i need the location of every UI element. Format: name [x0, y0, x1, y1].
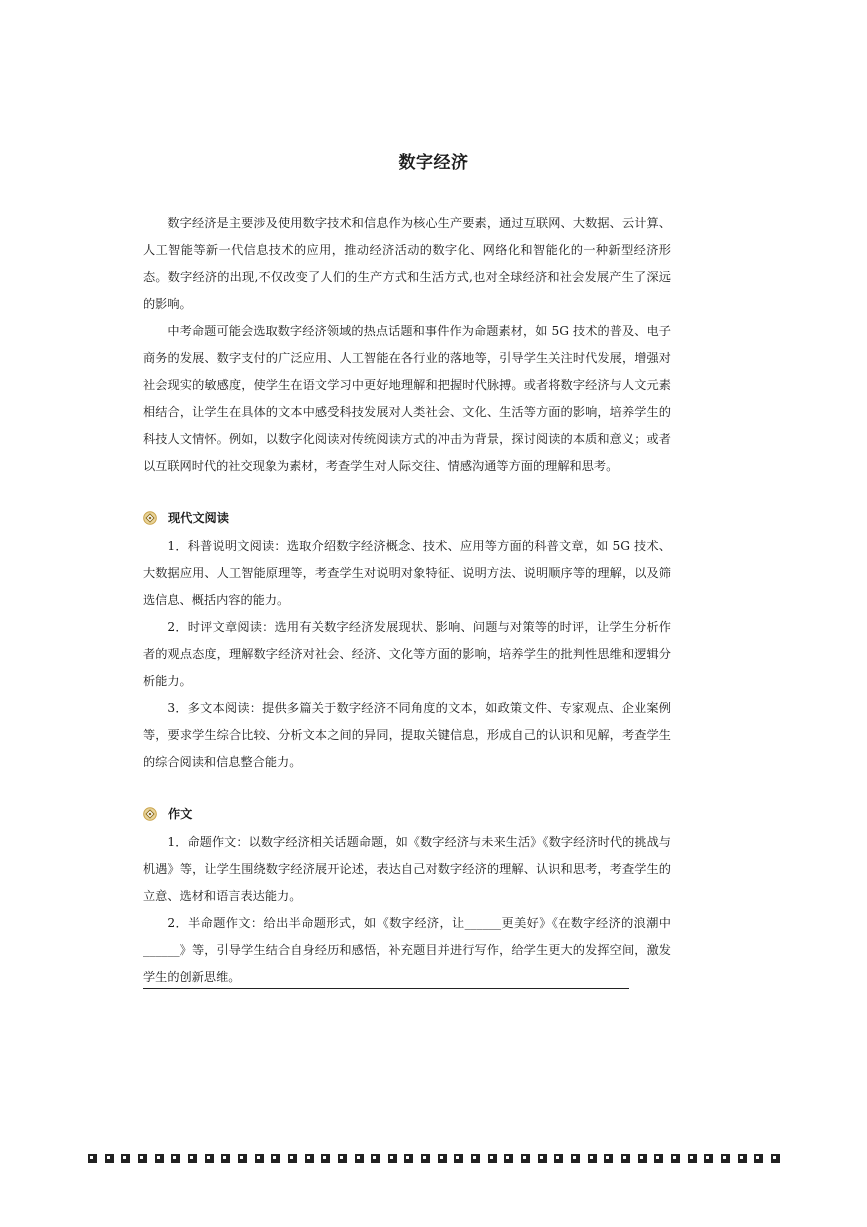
- deco-square: [738, 1154, 747, 1163]
- deco-square: [754, 1154, 763, 1163]
- section-item: 2．半命题作文：给出半命题形式，如《数字经济，让______更美好》《在数字经济的浪潮中______》等，引导学生结合自身经历和感悟，补充题目并进行写作，给学生更大的发挥空间，激发学生的创新思维。: [143, 916, 671, 984]
- deco-square: [305, 1154, 314, 1163]
- deco-square: [255, 1154, 264, 1163]
- deco-square: [588, 1154, 597, 1163]
- deco-square: [171, 1154, 180, 1163]
- section-item: 2．时评文章阅读：选用有关数字经济发展现状、影响、问题与对策等的时评，让学生分析作者的观点态度，理解数字经济对社会、经济、文化等方面的影响，培养学生的批判性思维和逻辑分析能力。: [143, 620, 671, 688]
- deco-square: [438, 1154, 447, 1163]
- deco-square: [471, 1154, 480, 1163]
- deco-square: [288, 1154, 297, 1163]
- deco-square: [338, 1154, 347, 1163]
- deco-square: [121, 1154, 130, 1163]
- deco-square: [155, 1154, 164, 1163]
- section-heading: [143, 799, 671, 829]
- section-item: 3．多文本阅读：提供多篇关于数字经济不同角度的文本，如政策文件、专家观点、企业案例等，要求学生综合比较、分析文本之间的异同，提取关键信息，形成自己的认识和见解，考查学生的综合阅读和信息整合能力。: [143, 701, 671, 769]
- deco-square: [554, 1154, 563, 1163]
- document-body: [143, 210, 671, 991]
- deco-square: [638, 1154, 647, 1163]
- deco-square: [388, 1154, 397, 1163]
- deco-square: [355, 1154, 364, 1163]
- deco-square: [704, 1154, 713, 1163]
- deco-square: [238, 1154, 247, 1163]
- deco-square: [88, 1154, 97, 1163]
- deco-square: [654, 1154, 663, 1163]
- deco-square: [221, 1154, 230, 1163]
- deco-square: [371, 1154, 380, 1163]
- deco-square: [488, 1154, 497, 1163]
- deco-square: [404, 1154, 413, 1163]
- deco-square: [604, 1154, 613, 1163]
- deco-square: [271, 1154, 280, 1163]
- deco-square: [188, 1154, 197, 1163]
- deco-square: [621, 1154, 630, 1163]
- square-chain-icon: [88, 1151, 780, 1165]
- document-title: 数字经济: [398, 153, 469, 173]
- end-rule: [143, 988, 629, 989]
- deco-square: [671, 1154, 680, 1163]
- section-heading: [143, 503, 671, 533]
- section-heading-label: 现代文阅读: [168, 510, 229, 525]
- diamond-bullet-icon: [143, 511, 157, 525]
- deco-square: [521, 1154, 530, 1163]
- section-item: 1．科普说明文阅读：选取介绍数字经济概念、技术、应用等方面的科普文章，如 5G 技术、大数据应用、人工智能原理等，考查学生对说明对象特征、说明方法、说明顺序等的理解，以及筛选信息、概括内容的能力。: [143, 539, 671, 607]
- deco-square: [421, 1154, 430, 1163]
- deco-square: [771, 1154, 780, 1163]
- deco-square: [321, 1154, 330, 1163]
- section-item: 1．命题作文：以数字经济相关话题命题，如《数字经济与未来生活》《数字经济时代的挑战与机遇》等，让学生围绕数字经济展开论述，表达自己对数字经济的理解、认识和思考，考查学生的立意、选材和语言表达能力。: [143, 835, 671, 903]
- deco-square: [538, 1154, 547, 1163]
- deco-square: [454, 1154, 463, 1163]
- deco-square: [205, 1154, 214, 1163]
- intro-paragraph: 中考命题可能会选取数字经济领域的热点话题和事件作为命题素材，如 5G 技术的普及、电子商务的发展、数字支付的广泛应用、人工智能在各行业的落地等，引导学生关注时代发展，增强对社会现实的敏感度，使学生在语文学习中更好地理解和把握时代脉搏。或者将数字经济与人文元素相结合，让学生在具体的文本中感受科技发展对人类社会、文化、生活等方面的影响，培养学生的科技人文情怀。例如，以数字化阅读对传统阅读方式的冲击为背景，探讨阅读的本质和意义；或者以互联网时代的社交现象为素材，考查学生对人际交往、情感沟通等方面的理解和思考。: [143, 324, 671, 473]
- deco-square: [105, 1154, 114, 1163]
- deco-square: [571, 1154, 580, 1163]
- deco-square: [138, 1154, 147, 1163]
- section-heading-label: 作文: [168, 806, 193, 821]
- diamond-bullet-icon: [143, 807, 157, 821]
- deco-square: [721, 1154, 730, 1163]
- deco-square: [688, 1154, 697, 1163]
- deco-square: [504, 1154, 513, 1163]
- intro-paragraph: 数字经济是主要涉及使用数字技术和信息作为核心生产要素，通过互联网、大数据、云计算、人工智能等新一代信息技术的应用，推动经济活动的数字化、网络化和智能化的一种新型经济形态。数字经济的出现,不仅改变了人们的生产方式和生活方式,也对全球经济和社会发展产生了深远的影响。: [143, 216, 671, 311]
